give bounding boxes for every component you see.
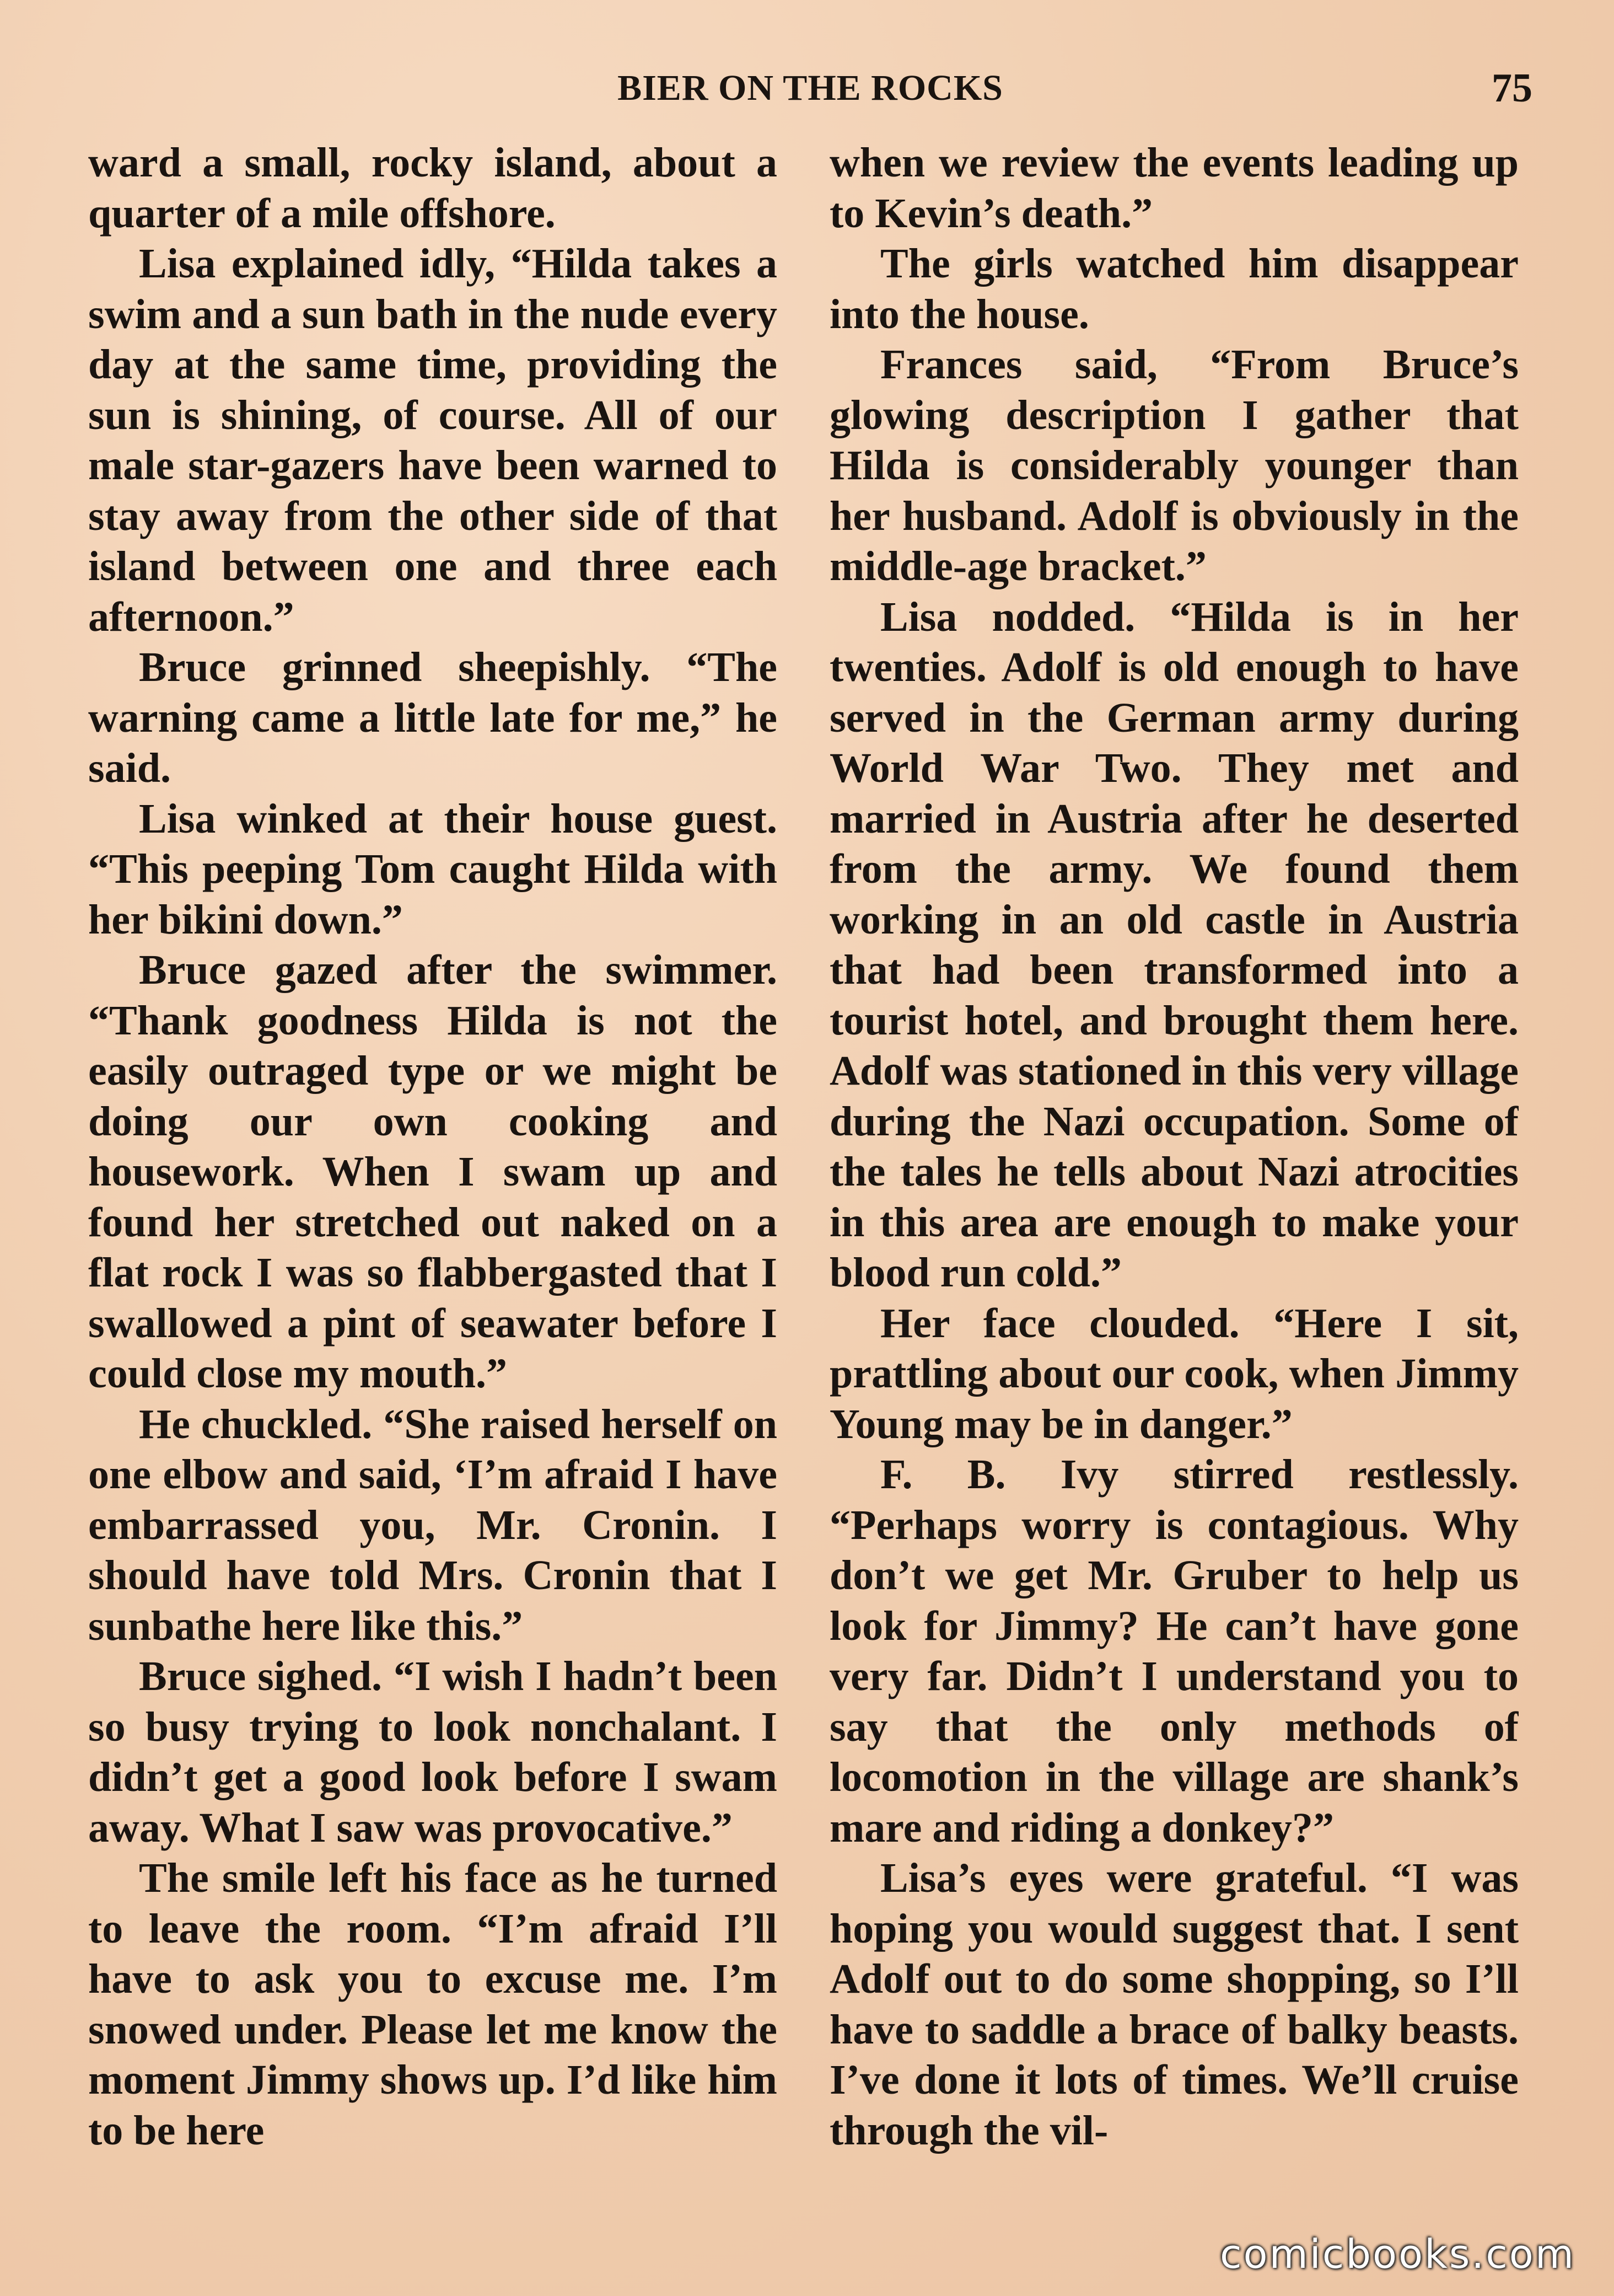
left-column xyxy=(88,138,777,2200)
page-number: 75 xyxy=(1492,66,1532,111)
paragraph: ward a small, rocky island, about a quarter of a mile offshore. xyxy=(88,140,777,237)
paragraph: The girls watched him disappear into the house. xyxy=(830,240,1519,337)
paragraph: The smile left his face as he turned to leave the room. “I’m afraid I’ll have to ask you to excuse me. I’m snowed under. Please let me know the moment Jimmy shows up. I’d like him to be here xyxy=(88,1855,777,2154)
paragraph: Frances said, “From Bruce’s glowing description I gather that Hilda is considerably younger than her husband. Adolf is obviously in the middle-age bracket.” xyxy=(830,341,1519,589)
paragraph: Her face clouded. “Here I sit, prattling about our cook, when Jimmy Young may be in danger.” xyxy=(830,1300,1519,1447)
running-head: BIER ON THE ROCKS xyxy=(617,68,1003,108)
paragraph: when we review the events leading up to Kevin’s death.” xyxy=(830,140,1519,237)
paragraph: Bruce grinned sheepishly. “The warning came a little late for me,” he said. xyxy=(88,644,777,791)
paragraph: Lisa explained idly, “Hilda takes a swim and a sun bath in the nude every day at the same time, providing the sun is shining, of course. All of our male star-gazers have been warned to stay away from the other side of that island between one and three each afternoon.” xyxy=(88,240,777,640)
right-column xyxy=(830,138,1519,2200)
page-header xyxy=(88,61,1532,116)
paragraph: F. B. Ivy stirred restlessly. “Perhaps worry is contagious. Why don’t we get Mr. Gruber to help us look for Jimmy? He can’t have gone very far. Didn’t I understand you to say that the only methods of locomotion in the village are shank’s mare and riding a donkey?” xyxy=(830,1451,1519,1851)
paragraph: He chuckled. “She raised herself on one elbow and said, ‘I’m afraid I have embarrassed you, Mr. Cronin. I should have told Mrs. Cronin that I sunbathe here like this.” xyxy=(88,1401,777,1649)
paragraph: Bruce gazed after the swimmer. “Thank goodness Hilda is not the easily outraged type or we might be doing our own cooking and housework. When I swam up and found her stretched out naked on a flat rock I was so flabbergasted that I swallowed a pint of seawater before I could close my mouth.” xyxy=(88,947,777,1397)
paragraph: Lisa winked at their house guest. “This peeping Tom caught Hilda with her bikini down.” xyxy=(88,795,777,943)
paragraph: Bruce sighed. “I wish I hadn’t been so busy trying to look nonchalant. I didn’t get a good look before I swam away. What I saw was provocative.” xyxy=(88,1653,777,1851)
watermark: comicbooks.com xyxy=(1219,2231,1575,2277)
paragraph: Lisa nodded. “Hilda is in her twenties. Adolf is old enough to have served in the German army during World War Two. They met and married in Austria after he deserted from the army. We found them working in an old castle in Austria that had been transformed into a tourist hotel, and brought them here. Adolf was stationed in this very village during the Nazi occupation. Some of the tales he tells about Nazi atrocities in this area are enough to make your blood run cold.” xyxy=(830,593,1519,1296)
paragraph: Lisa’s eyes were grateful. “I was hoping you would suggest that. I sent Adolf out to do some shopping, so I’ll have to saddle a brace of balky beasts. I’ve done it lots of times. We’ll cruise through the vil- xyxy=(830,1855,1519,2154)
